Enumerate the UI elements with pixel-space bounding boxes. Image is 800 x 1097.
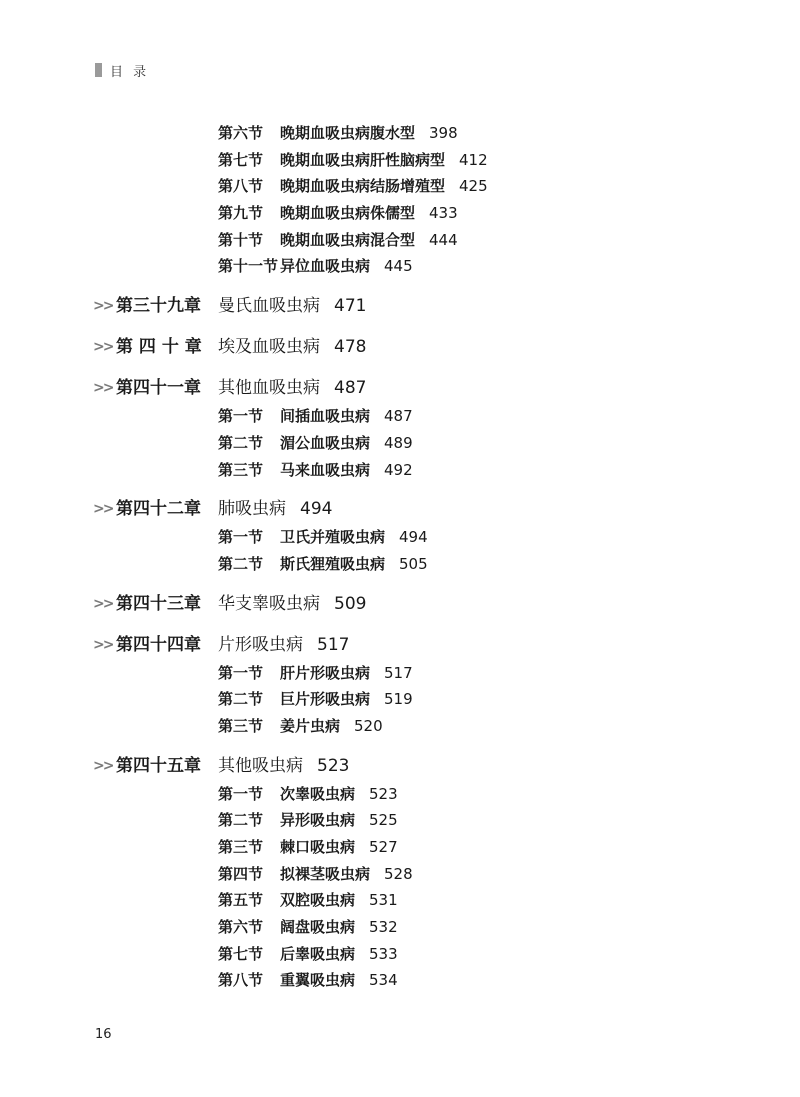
chapter-page: 478 bbox=[334, 337, 367, 358]
header-bar-icon bbox=[95, 63, 102, 77]
toc-section-entry[interactable] bbox=[0, 147, 800, 174]
section-page: 519 bbox=[384, 690, 413, 709]
section-page: 425 bbox=[459, 177, 488, 196]
section-page: 412 bbox=[459, 150, 488, 169]
section-page: 533 bbox=[369, 944, 398, 963]
section-page: 534 bbox=[369, 971, 398, 990]
section-title: 次睾吸虫病 bbox=[280, 784, 356, 803]
toc-section-entry[interactable] bbox=[0, 967, 800, 994]
section-title: 巨片形吸虫病 bbox=[280, 690, 371, 709]
section-label: 第五节 bbox=[218, 891, 264, 910]
section-page: 487 bbox=[384, 407, 413, 426]
toc-chapter-entry[interactable] bbox=[0, 332, 800, 362]
toc-section-entry[interactable] bbox=[0, 941, 800, 968]
chapter-label: 第 四 十 章 bbox=[116, 337, 202, 358]
toc-section-entry[interactable] bbox=[0, 403, 800, 430]
chapter-title: 其他吸虫病 bbox=[218, 755, 303, 776]
section-page: 398 bbox=[429, 124, 458, 142]
section-title: 重翼吸虫病 bbox=[280, 971, 356, 990]
section-label: 第三节 bbox=[218, 838, 264, 856]
toc-section-entry[interactable] bbox=[0, 914, 800, 941]
section-title: 异形吸虫病 bbox=[280, 811, 356, 830]
chapter-arrow-icon: >> bbox=[93, 380, 113, 397]
toc-section-entry[interactable] bbox=[0, 660, 800, 687]
section-page: 494 bbox=[399, 528, 428, 547]
section-title: 卫氏并殖吸虫病 bbox=[280, 528, 386, 547]
chapter-page: 487 bbox=[334, 378, 367, 399]
toc-section-entry[interactable] bbox=[0, 861, 800, 888]
section-label: 第一节 bbox=[218, 528, 264, 547]
chapter-label: 第四十一章 bbox=[116, 378, 201, 399]
section-label: 第二节 bbox=[218, 811, 264, 830]
toc-chapter-entry[interactable] bbox=[0, 589, 800, 619]
chapter-page: 471 bbox=[334, 296, 367, 317]
section-label: 第三节 bbox=[218, 716, 264, 735]
section-title: 肝片形吸虫病 bbox=[280, 663, 371, 682]
section-title: 后睾吸虫病 bbox=[280, 944, 356, 963]
section-label: 第十节 bbox=[218, 230, 264, 249]
section-title: 姜片虫病 bbox=[280, 716, 341, 735]
section-title: 阔盘吸虫病 bbox=[280, 918, 356, 937]
section-label: 第九节 bbox=[218, 204, 264, 223]
chapter-page: 523 bbox=[317, 755, 350, 776]
chapter-label: 第四十四章 bbox=[116, 634, 201, 655]
table-of-contents bbox=[0, 120, 800, 994]
toc-section-entry[interactable] bbox=[0, 457, 800, 484]
chapter-title: 华支睾吸虫病 bbox=[218, 593, 320, 614]
chapter-title: 肺吸虫病 bbox=[218, 499, 286, 520]
section-label: 第七节 bbox=[218, 150, 264, 169]
section-title: 晚期血吸虫病肝性脑病型 bbox=[280, 150, 446, 169]
toc-section-entry[interactable] bbox=[0, 781, 800, 808]
section-page: 525 bbox=[369, 811, 398, 830]
toc-section-entry[interactable] bbox=[0, 834, 800, 861]
toc-section-entry[interactable] bbox=[0, 551, 800, 578]
chapter-title-group bbox=[218, 589, 366, 619]
section-title: 晚期血吸虫病混合型 bbox=[280, 230, 416, 249]
chapter-arrow-icon: >> bbox=[93, 339, 113, 356]
chapter-title-group bbox=[218, 373, 366, 403]
toc-chapter-entry[interactable] bbox=[0, 751, 800, 781]
toc-section-entry[interactable] bbox=[0, 227, 800, 254]
section-label: 第二节 bbox=[218, 433, 264, 452]
chapter-title: 曼氏血吸虫病 bbox=[218, 296, 320, 317]
section-label: 第二节 bbox=[218, 690, 264, 709]
section-label: 第一节 bbox=[218, 407, 264, 426]
section-page: 445 bbox=[384, 257, 413, 276]
chapter-title-group bbox=[218, 332, 366, 362]
section-label: 第七节 bbox=[218, 944, 264, 963]
toc-section-entry[interactable] bbox=[0, 253, 800, 280]
section-label: 第二节 bbox=[218, 554, 264, 573]
chapter-label: 第三十九章 bbox=[116, 296, 201, 317]
chapter-page: 509 bbox=[334, 593, 367, 614]
chapter-title: 其他血吸虫病 bbox=[218, 378, 320, 399]
chapter-page: 494 bbox=[300, 499, 333, 520]
chapter-arrow-icon: >> bbox=[93, 636, 113, 653]
running-header bbox=[95, 60, 149, 80]
section-page: 527 bbox=[369, 838, 398, 856]
section-page: 528 bbox=[384, 864, 413, 883]
toc-chapter-entry[interactable] bbox=[0, 373, 800, 403]
chapter-title-group bbox=[218, 751, 349, 781]
page-number: 16 bbox=[95, 1027, 112, 1042]
section-page: 531 bbox=[369, 891, 398, 910]
toc-chapter-entry[interactable] bbox=[0, 630, 800, 660]
section-title: 晚期血吸虫病腹水型 bbox=[280, 124, 416, 142]
section-label: 第一节 bbox=[218, 784, 264, 803]
section-label: 第八节 bbox=[218, 177, 264, 196]
section-title: 晚期血吸虫病结肠增殖型 bbox=[280, 177, 446, 196]
toc-section-entry[interactable] bbox=[0, 887, 800, 914]
toc-chapter-entry[interactable] bbox=[0, 291, 800, 321]
section-page: 523 bbox=[369, 784, 398, 803]
chapter-title: 埃及血吸虫病 bbox=[218, 337, 320, 358]
chapter-arrow-icon: >> bbox=[93, 501, 113, 518]
chapter-label: 第四十五章 bbox=[116, 755, 201, 776]
section-title: 马来血吸虫病 bbox=[280, 460, 371, 479]
section-title: 双腔吸虫病 bbox=[280, 891, 356, 910]
section-label: 第四节 bbox=[218, 864, 264, 883]
chapter-arrow-icon: >> bbox=[93, 298, 113, 315]
section-title: 棘口吸虫病 bbox=[280, 838, 356, 856]
section-page: 444 bbox=[429, 230, 458, 249]
chapter-label: 第四十二章 bbox=[116, 499, 201, 520]
section-label: 第三节 bbox=[218, 460, 264, 479]
chapter-title: 片形吸虫病 bbox=[218, 634, 303, 655]
header-title: 目 录 bbox=[110, 64, 150, 80]
section-title: 斯氏狸殖吸虫病 bbox=[280, 554, 386, 573]
section-page: 433 bbox=[429, 204, 458, 223]
chapter-title-group bbox=[218, 291, 366, 321]
section-label: 第六节 bbox=[218, 918, 264, 937]
chapter-arrow-icon: >> bbox=[93, 757, 113, 774]
chapter-page: 517 bbox=[317, 634, 350, 655]
toc-section-entry[interactable] bbox=[0, 713, 800, 740]
toc-section-entry[interactable] bbox=[0, 173, 800, 200]
section-label: 第八节 bbox=[218, 971, 264, 990]
toc-section-entry[interactable] bbox=[0, 430, 800, 457]
chapter-label: 第四十三章 bbox=[116, 593, 201, 614]
section-title: 间插血吸虫病 bbox=[280, 407, 371, 426]
section-page: 517 bbox=[384, 663, 413, 682]
toc-section-entry[interactable] bbox=[0, 524, 800, 551]
toc-section-entry[interactable] bbox=[0, 120, 800, 147]
toc-section-entry[interactable] bbox=[0, 686, 800, 713]
toc-section-entry[interactable] bbox=[0, 200, 800, 227]
toc-chapter-entry[interactable] bbox=[0, 494, 800, 524]
section-title: 异位血吸虫病 bbox=[280, 257, 371, 276]
section-page: 505 bbox=[399, 554, 428, 573]
section-title: 拟裸茎吸虫病 bbox=[280, 864, 371, 883]
chapter-arrow-icon: >> bbox=[93, 595, 113, 612]
section-page: 520 bbox=[354, 716, 383, 735]
section-page: 532 bbox=[369, 918, 398, 937]
toc-section-entry[interactable] bbox=[0, 807, 800, 834]
section-label: 第十一节 bbox=[218, 257, 279, 276]
chapter-title-group bbox=[218, 494, 332, 524]
section-title: 湄公血吸虫病 bbox=[280, 433, 371, 452]
section-page: 492 bbox=[384, 460, 413, 479]
section-label: 第一节 bbox=[218, 663, 264, 682]
section-page: 489 bbox=[384, 433, 413, 452]
section-title: 晚期血吸虫病侏儒型 bbox=[280, 204, 416, 223]
section-label: 第六节 bbox=[218, 124, 264, 142]
chapter-title-group bbox=[218, 630, 349, 660]
